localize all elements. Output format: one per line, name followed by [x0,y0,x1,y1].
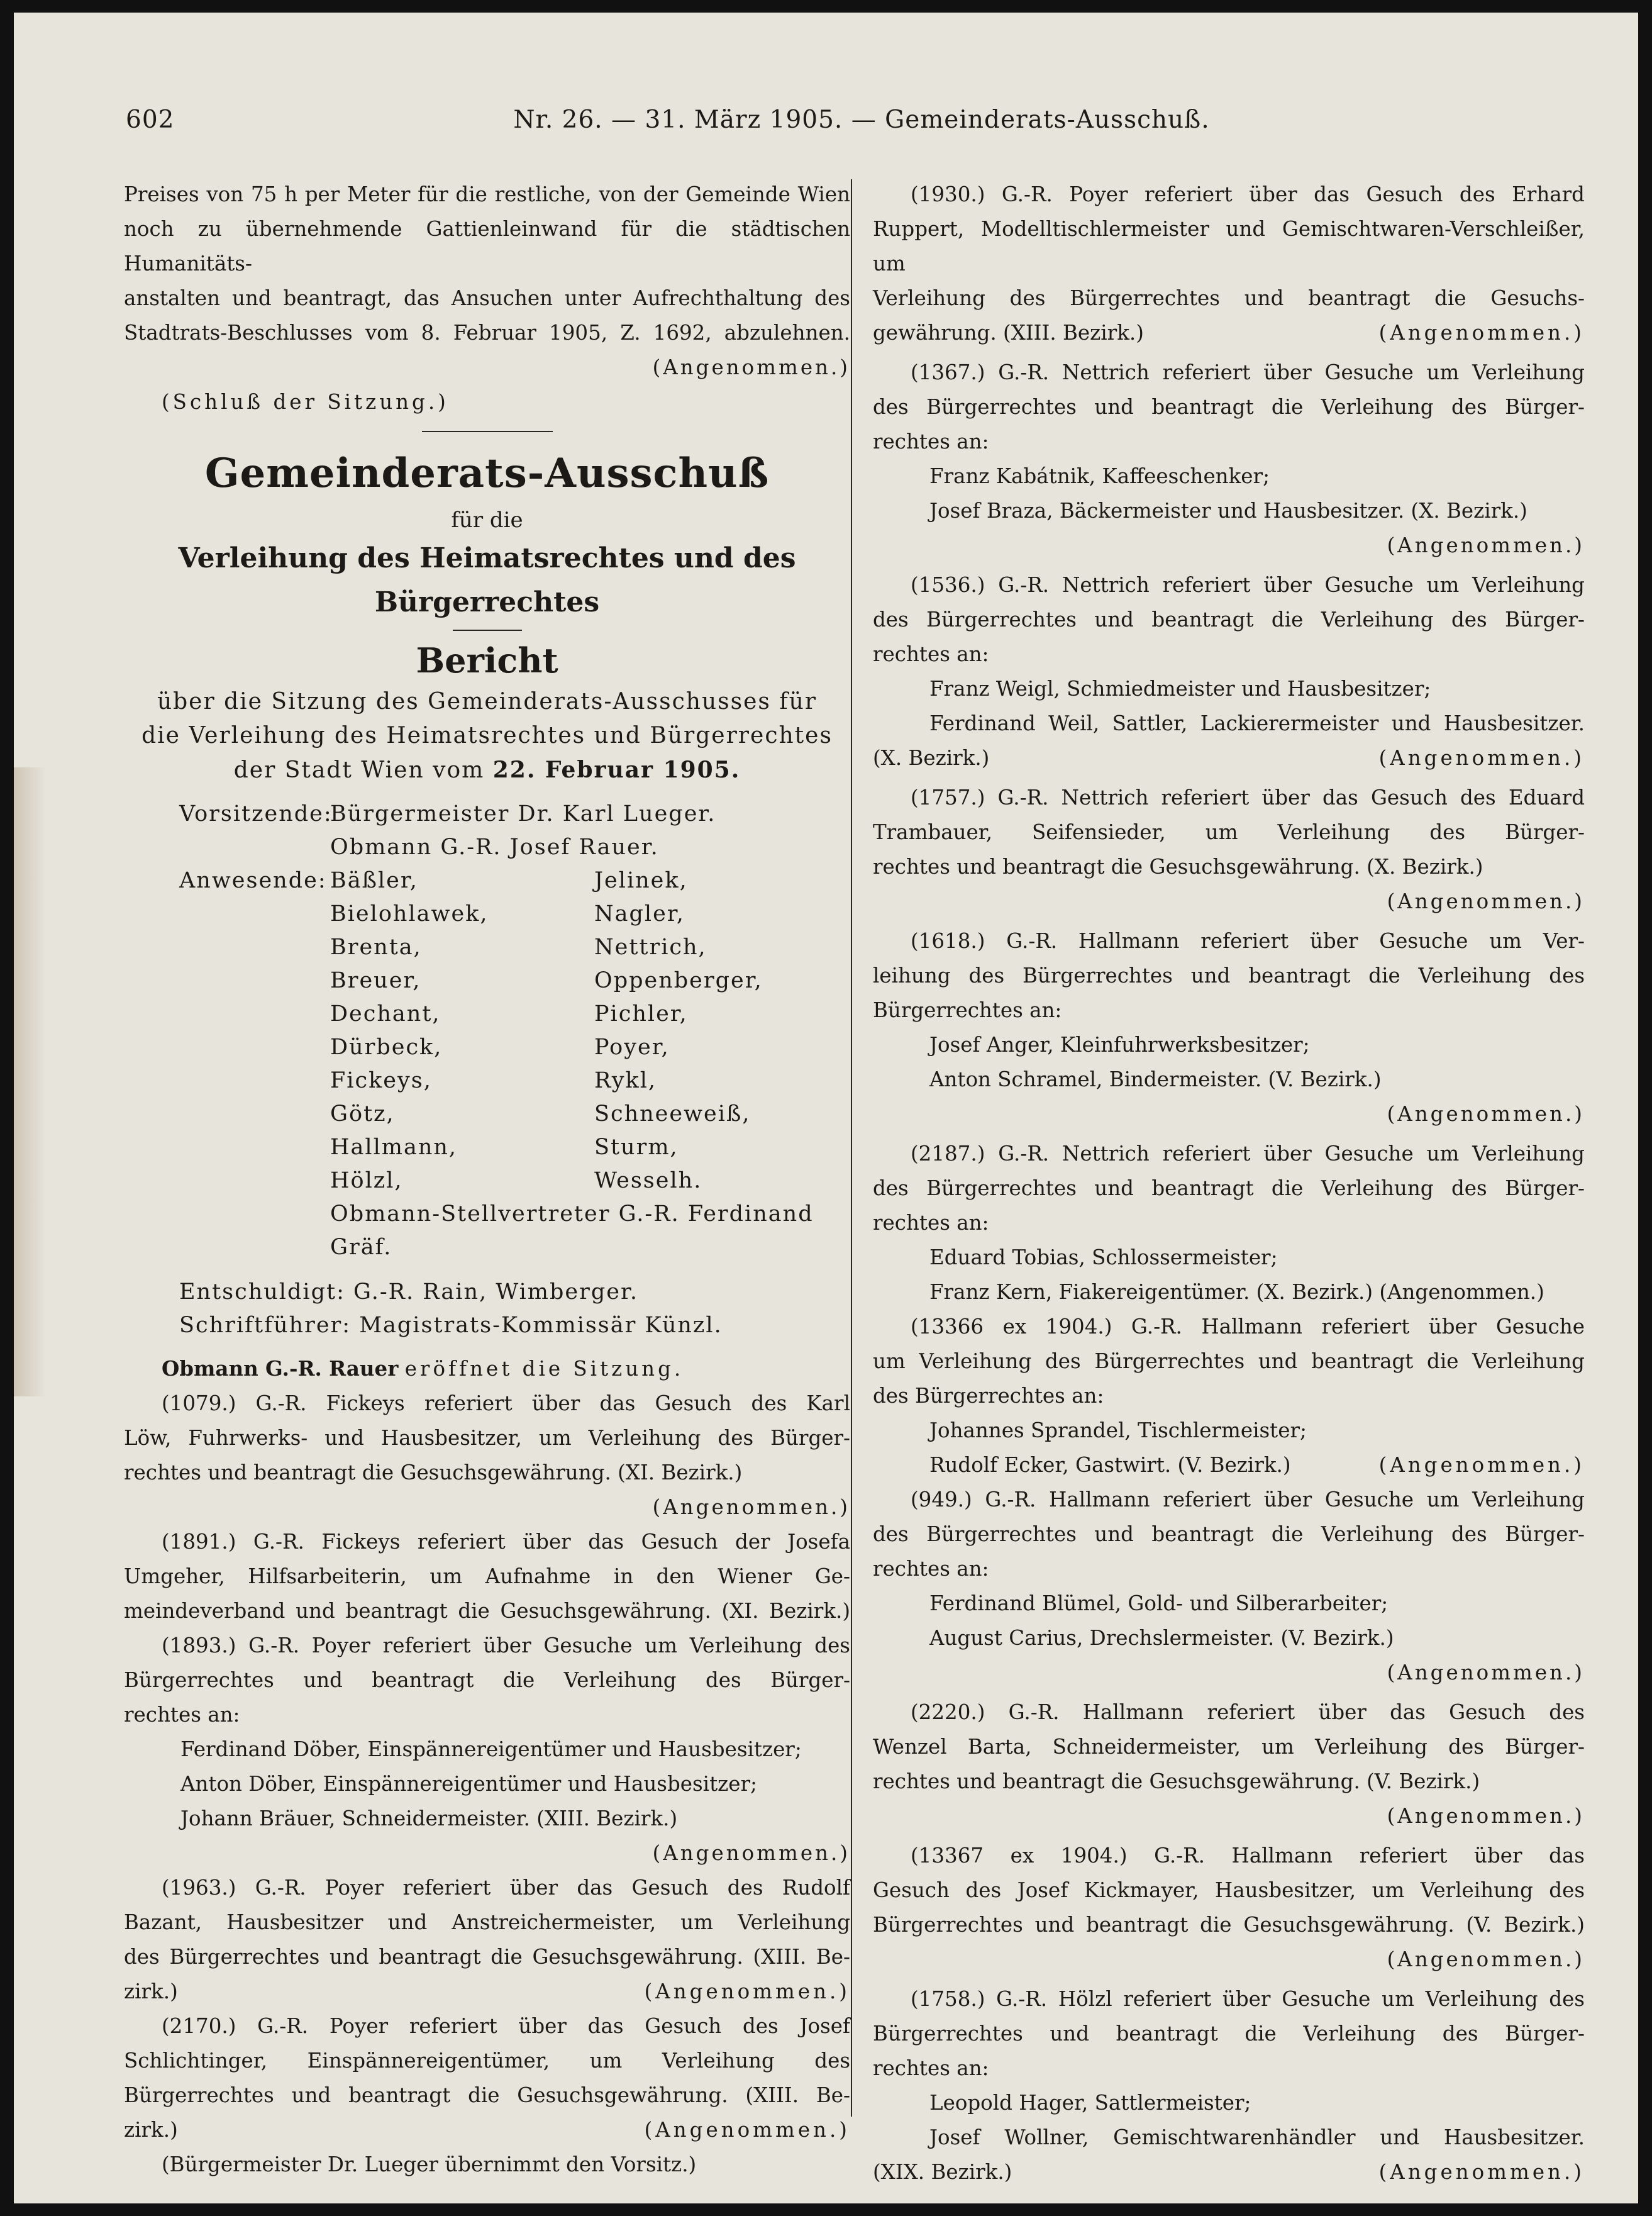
member-name: Hölzl, [330,1168,403,1193]
list-item: Ferdinand Blümel, Gold- und Silberarbeiter; [929,1591,1389,1615]
heading-rule [453,630,522,631]
recorder-line: Schriftführer: Magistrats-Kommissär Künzl. [179,1313,723,1338]
list-item [873,1448,1585,1483]
list-item: Anton Döber, Einspännereigentümer und Hausbesitzer; [180,1772,757,1796]
list-item: Johann Bräuer, Schneidermeister. (XIII. Bezirk.) [180,1807,678,1830]
list-item: Ferdinand Weil, Sattler, Lackierermeister und Hausbesitzer. [929,711,1585,735]
list-item: Leopold Hager, Sattlermeister; [929,2091,1251,2115]
text-line: Bürgerrechtes und beantragt die Verleihung des Bürger- [873,2022,1585,2046]
list-item: Franz Weigl, Schmiedmeister und Hausbesitzer; [929,677,1431,701]
member-name: Brenta, [330,935,422,960]
report-date-prefix: der Stadt Wien vom [233,757,485,783]
text-line: (1367.) G.-R. Nettrich referiert über Gesuche um Verleihung [911,360,1585,384]
section-subheading: Verleihung des Heimatsrechtes und des Bürgerrechtes [178,542,796,618]
text-fragment: zirk.) [124,2118,178,2142]
agenda-item [873,1982,1585,2190]
text-line: des Bürgerrechtes und beantragt die Verleihung des Bürger- [873,608,1585,632]
text-line: (13367 ex 1904.) G.-R. Hallmann referiert über das [911,1844,1585,1868]
member-name: Nagler, [594,901,685,927]
agenda-item [124,1871,850,2009]
text-line: um Verleihung des Bürgerrechtes und beantragt die Verleihung [873,1349,1585,1373]
attendance-table [179,798,850,1264]
text-line: Ruppert, Modelltischlermeister und Gemischtwaren-Verschleißer, um [873,217,1585,276]
text-line: (1758.) G.-R. Hölzl referiert über Gesuche um Verleihung des [911,1987,1585,2011]
text-line: des Bürgerrechtes und beantragt die Verleihung des Bürger- [873,1522,1585,1546]
agenda-item [873,1839,1585,1977]
text-line: Bürgerrechtes und beantragt die Verleihung des Bürger- [124,1668,850,1692]
text-line: (1963.) G.-R. Poyer referiert über das Gesuch des Rudolf [162,1876,850,1900]
list-item: Anton Schramel, Bindermeister. (V. Bezirk.) [929,1067,1382,1091]
member-name: Wesselh. [594,1168,702,1193]
newspaper-page [14,13,1638,2203]
text-line: Wenzel Barta, Schneidermeister, um Verleihung des Bürger- [873,1735,1585,1759]
text-line: rechtes an: [124,1703,240,1727]
opening-name: Obmann G.-R. Rauer [162,1356,399,1381]
agenda-item [873,177,1585,350]
member-name: Rykl, [594,1068,657,1093]
deputy-line: Obmann-Stellvertreter G.-R. Ferdinand Gräf. [330,1201,814,1260]
session-end-note: (Schluß der Sitzung.) [162,390,449,414]
member-name: Breuer, [330,968,421,993]
report-title: Bericht [416,640,558,681]
agenda-item [124,2009,850,2147]
member-name: Schneeweiß, [594,1101,751,1127]
text-line: rechtes und beantragt die Gesuchsgewährung. (V. Bezirk.) [873,1769,1480,1793]
text-line: (13366 ex 1904.) G.-R. Hallmann referiert über Gesuche [911,1315,1585,1339]
text-fragment: Rudolf Ecker, Gastwirt. (V. Bezirk.) [929,1453,1291,1477]
text-line: des Bürgerrechtes und beantragt die Verleihung des Bürger- [873,395,1585,419]
text-line: (1893.) G.-R. Poyer referiert über Gesuche um Verleihung des [162,1634,850,1657]
member-name: Bielohlawek, [330,901,489,927]
text-line: Löw, Fuhrwerks- und Hausbesitzer, um Verleihung des Bürger- [124,1426,850,1450]
accepted-note: (Angenommen.) [1378,2160,1585,2184]
text-line: (2220.) G.-R. Hallmann referiert über das Gesuch des [911,1700,1585,1724]
text-line: des Bürgerrechtes und beantragt die Verleihung des Bürger- [873,1176,1585,1200]
accepted-note: (Angenommen.) [1387,1102,1585,1126]
text-line: des Bürgerrechtes an: [873,1384,1104,1408]
text-line: über die Sitzung des Gemeinderats-Ausschusses für [157,689,818,715]
member-name: Dechant, [330,1001,441,1027]
text-line: (1536.) G.-R. Nettrich referiert über Gesuche um Verleihung [911,573,1585,597]
text-line [873,2155,1585,2190]
agenda-item [124,1386,850,1525]
member-name: Hallmann, [330,1135,458,1160]
paper-stain [14,767,47,1396]
accepted-note: (Angenommen.) [644,1979,850,2003]
member-name: Oppenberger, [594,968,763,993]
text-line: rechtes an: [873,1557,989,1581]
section-heading: Gemeinderats-Ausschuß [204,450,770,497]
member-name: Jelinek, [594,868,688,893]
text-line: (2170.) G.-R. Poyer referiert über das Gesuch des Josef [162,2014,850,2038]
text-line [124,1974,850,2009]
accepted-note: (Angenommen.) [1378,321,1585,345]
text-line: rechtes an: [873,430,989,454]
text-line: (949.) G.-R. Hallmann referiert über Gesuche um Verleihung [911,1488,1585,1512]
member-name: Nettrich, [594,935,707,960]
report-date-line [124,753,850,788]
accepted-note: (Angenommen.) [652,1495,850,1519]
accepted-note: (Angenommen.) [1387,1804,1585,1828]
accepted-note: (Angenommen.) [1387,1947,1585,1971]
text-line: leihung des Bürgerrechtes und beantragt die Verleihung des [873,964,1585,988]
accepted-note: (Angenommen.) [1387,889,1585,913]
accepted-note: (Angenommen.) [1387,533,1585,557]
text-line [124,2113,850,2147]
text-line: rechtes und beantragt die Gesuchsgewährung. (X. Bezirk.) [873,855,1483,879]
present-label: Anwesende: [179,868,327,893]
text-line [873,741,1585,776]
text-line: (2187.) G.-R. Nettrich referiert über Gesuche um Verleihung [911,1142,1585,1166]
member-name: Bäßler, [330,868,418,893]
list-item: Franz Kern, Fiakereigentümer. (X. Bezirk.) (Angenommen.) [929,1280,1544,1304]
issue-title: Nr. 26. — 31. März 1905. — Gemeinderats-Ausschuß. [513,106,1210,134]
text-fragment: (X. Bezirk.) [873,746,990,770]
text-line: Gesuch des Josef Kickmayer, Hausbesitzer, um Verleihung des [873,1878,1585,1902]
accepted-note: (Angenommen.) [652,355,850,379]
agenda-item [873,1310,1585,1483]
text-line: Bazant, Hausbesitzer und Anstreichermeister, um Verleihung [124,1910,850,1934]
agenda-item [873,1695,1585,1834]
text-line: rechtes an: [873,2056,989,2080]
page-number: 602 [126,106,175,134]
agenda-item [873,568,1585,776]
list-item: Ferdinand Döber, Einspännereigentümer und Hausbesitzer; [180,1737,802,1761]
text-line: die Verleihung des Heimatsrechtes und Bürgerrechtes [141,723,833,749]
agenda-item [124,1629,850,1871]
takeover-note: (Bürgermeister Dr. Lueger übernimmt den Vorsitz.) [162,2152,697,2176]
list-item: Franz Kabátnik, Kaffeeschenker; [929,464,1270,488]
agenda-item [873,355,1585,563]
text-line: rechtes und beantragt die Gesuchsgewährung. (XI. Bezirk.) [124,1461,743,1484]
member-name: Pichler, [594,1001,688,1027]
left-column [124,177,850,2182]
text-line: anstalten und beantragt, das Ansuchen unter Aufrechthaltung des [124,286,850,310]
member-name: Dürbeck, [330,1035,443,1060]
text-line: meindeverband und beantragt die Gesuchsgewährung. (XI. Bezirk.) [124,1599,850,1623]
text-line: (1930.) G.-R. Poyer referiert über das Gesuch des Erhard [911,182,1585,206]
section-rule [422,431,553,432]
text-line: Bürgerrechtes und beantragt die Gesuchsgewährung. (XIII. Be- [124,2083,850,2107]
list-item: August Carius, Drechslermeister. (V. Bezirk.) [929,1626,1394,1650]
text-line: Stadtrats-Beschlusses vom 8. Februar 1905, Z. 1692, abzulehnen. [124,321,850,345]
list-item: Josef Wollner, Gemischtwarenhändler und Hausbesitzer. [929,2125,1585,2149]
agenda-item [873,781,1585,919]
opening-line [124,1351,850,1386]
text-line: Trambauer, Seifensieder, um Verleihung des Bürger- [873,820,1585,844]
text-line: (1891.) G.-R. Fickeys referiert über das Gesuch der Josefa [162,1530,850,1554]
agenda-item [873,924,1585,1132]
text-fragment: (XIX. Bezirk.) [873,2160,1012,2184]
agenda-item [873,1137,1585,1310]
heading-connector: für die [451,508,523,533]
report-intro [124,685,850,788]
chair-name: Bürgermeister Dr. Karl Lueger. [330,801,716,827]
accepted-note: (Angenommen.) [644,2118,850,2142]
text-line: noch zu übernehmende Gattienleinwand für die städtischen Humanitäts- [124,217,850,276]
excused-line: Entschuldigt: G.-R. Rain, Wimberger. [179,1279,638,1305]
member-name: Poyer, [594,1035,670,1060]
list-item: Josef Anger, Kleinfuhrwerksbesitzer; [929,1033,1310,1057]
list-item: Eduard Tobias, Schlossermeister; [929,1245,1278,1269]
text-line: Verleihung des Bürgerrechtes und beantragt die Gesuchs- [873,286,1585,310]
text-line: rechtes an: [873,642,989,666]
text-line: Umgeher, Hilfsarbeiterin, um Aufnahme in den Wiener Ge- [124,1564,850,1588]
text-line: (1618.) G.-R. Hallmann referiert über Gesuche um Ver- [911,929,1585,953]
accepted-note: (Angenommen.) [652,1841,850,1865]
text-fragment: gewährung. (XIII. Bezirk.) [873,321,1144,345]
accepted-note: (Angenommen.) [1378,1453,1585,1477]
agenda-item [873,1483,1585,1690]
accepted-note: (Angenommen.) [1378,746,1585,770]
list-item: Johannes Sprandel, Tischlermeister; [929,1418,1307,1442]
text-line: Bürgerrechtes und beantragt die Gesuchsgewährung. (V. Bezirk.) [873,1913,1585,1937]
agenda-item [124,1525,850,1629]
running-header [126,106,1597,143]
text-line: Bürgerrechtes an: [873,998,1062,1022]
text-line: rechtes an: [873,1211,989,1235]
member-name: Götz, [330,1101,395,1127]
chair-name: Obmann G.-R. Josef Rauer. [330,835,659,860]
text-line: Schlichtinger, Einspännereigentümer, um Verleihung des [124,2049,850,2073]
member-name: Sturm, [594,1135,679,1160]
text-fragment: zirk.) [124,1979,178,2003]
report-date: 22. Februar 1905. [492,757,741,783]
opening-text: eröffnet die Sitzung. [404,1357,684,1381]
text-line: (1079.) G.-R. Fickeys referiert über das Gesuch des Karl [162,1391,850,1415]
text-line: des Bürgerrechtes und beantragt die Gesuchsgewährung. (XIII. Be- [124,1945,850,1969]
text-line [873,316,1585,350]
right-column [873,177,1585,2190]
previous-paragraph [124,177,850,385]
text-line: (1757.) G.-R. Nettrich referiert über das Gesuch des Eduard [911,786,1585,810]
text-line: Preises von 75 h per Meter für die restliche, von der Gemeinde Wien [124,182,850,206]
member-name: Fickeys, [330,1068,432,1093]
accepted-note: (Angenommen.) [1387,1661,1585,1684]
chair-label: Vorsitzende: [179,801,333,827]
list-item: Josef Braza, Bäckermeister und Hausbesitzer. (X. Bezirk.) [929,499,1527,523]
